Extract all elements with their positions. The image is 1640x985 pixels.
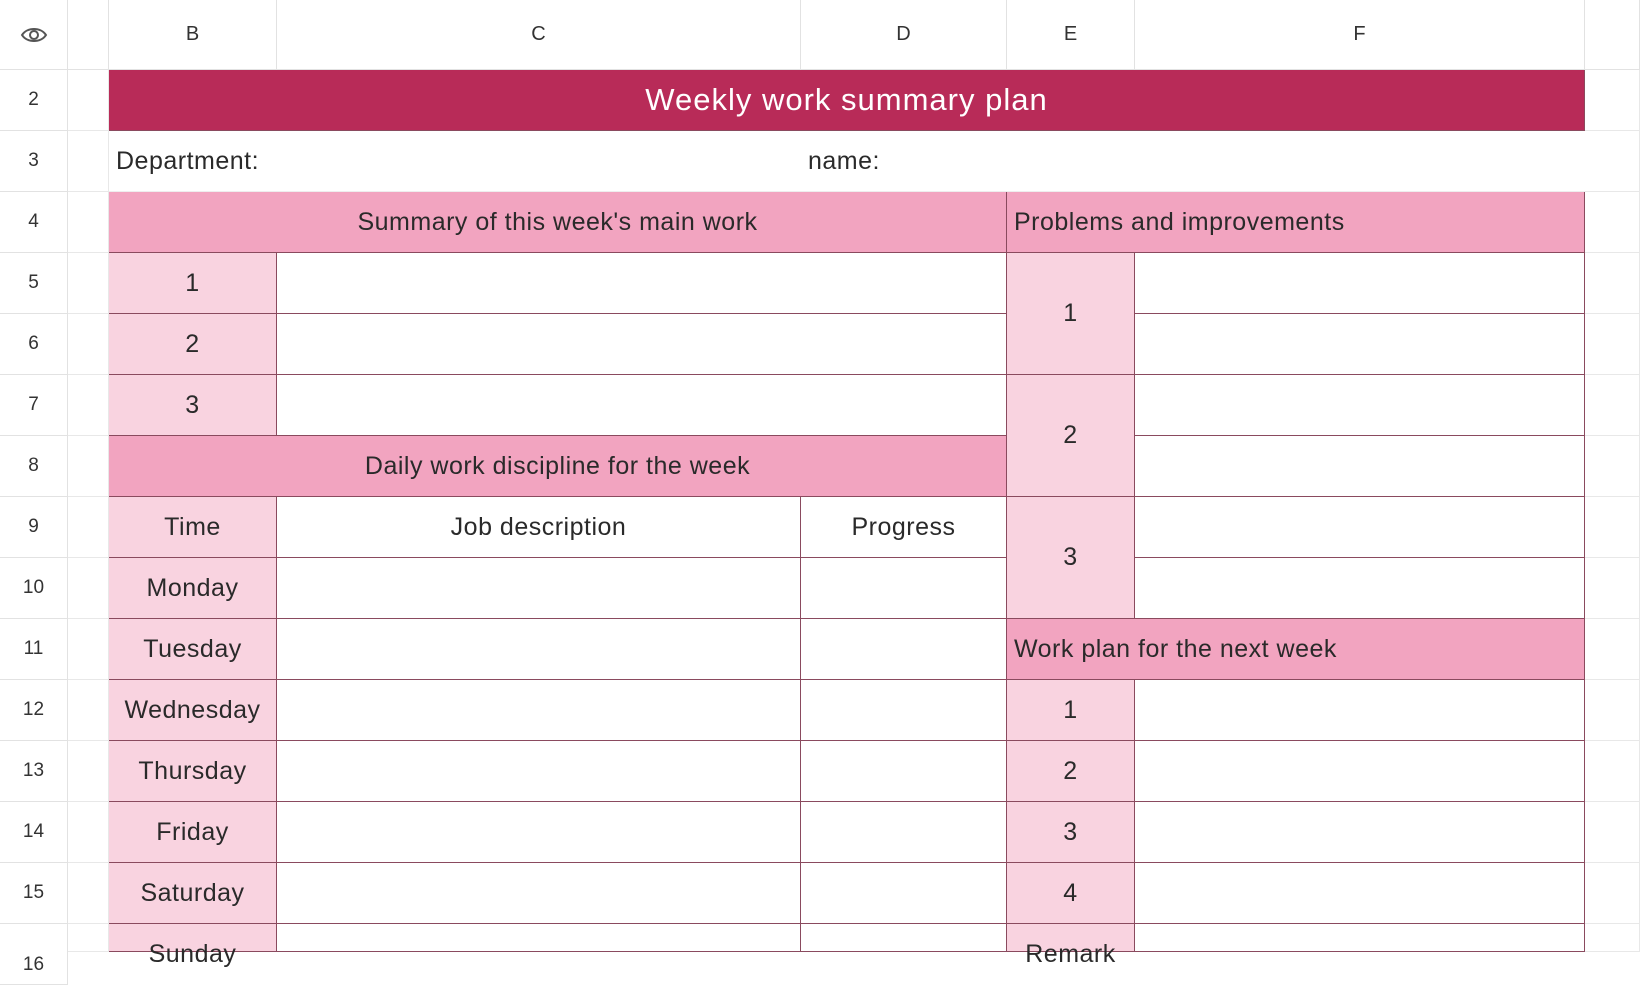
column-header-g[interactable]: [1585, 0, 1640, 70]
problem-item-content[interactable]: [1135, 253, 1585, 314]
row-header-8[interactable]: 8: [0, 436, 68, 497]
name-label[interactable]: name:: [801, 131, 1585, 192]
next-week-item-content[interactable]: [1135, 802, 1585, 863]
row-header-6[interactable]: 6: [0, 314, 68, 375]
progress-cell[interactable]: [801, 619, 1007, 680]
column-header-f[interactable]: F: [1135, 0, 1585, 70]
next-week-item-number[interactable]: 1: [1007, 680, 1135, 741]
row-header-13[interactable]: 13: [0, 741, 68, 802]
remark-content[interactable]: [1135, 924, 1585, 952]
next-week-item-content[interactable]: [1135, 680, 1585, 741]
remark-label[interactable]: Remark: [1007, 924, 1135, 952]
problem-item-content[interactable]: [1135, 497, 1585, 558]
day-label-thursday[interactable]: Thursday: [109, 741, 277, 802]
column-g-empty-cells[interactable]: [1585, 70, 1640, 952]
problems-header[interactable]: Problems and improvements: [1007, 192, 1585, 253]
day-label-wednesday[interactable]: Wednesday: [109, 680, 277, 741]
progress-cell[interactable]: [801, 558, 1007, 619]
row-header-14[interactable]: 14: [0, 802, 68, 863]
row-header-11[interactable]: 11: [0, 619, 68, 680]
sheet-title[interactable]: Weekly work summary plan: [109, 70, 1585, 131]
eye-icon[interactable]: [20, 25, 48, 45]
next-week-header[interactable]: Work plan for the next week: [1007, 619, 1585, 680]
progress-cell[interactable]: [801, 863, 1007, 924]
summary-item-content[interactable]: [277, 253, 1007, 314]
row-header-3[interactable]: 3: [0, 131, 68, 192]
summary-item-content[interactable]: [277, 314, 1007, 375]
summary-header[interactable]: Summary of this week's main work: [109, 192, 1007, 253]
job-description-header[interactable]: Job description: [277, 497, 801, 558]
column-a-empty-cells[interactable]: [68, 70, 109, 952]
next-week-item-number[interactable]: 4: [1007, 863, 1135, 924]
row-header-5[interactable]: 5: [0, 253, 68, 314]
column-header-d[interactable]: D: [801, 0, 1007, 70]
job-description-cell[interactable]: [277, 619, 801, 680]
column-header-b[interactable]: B: [109, 0, 277, 70]
column-header-a[interactable]: [68, 0, 109, 70]
next-week-item-number[interactable]: 2: [1007, 741, 1135, 802]
next-week-item-content[interactable]: [1135, 863, 1585, 924]
job-description-cell[interactable]: [277, 741, 801, 802]
progress-cell[interactable]: [801, 802, 1007, 863]
daily-header[interactable]: Daily work discipline for the week: [109, 436, 1007, 497]
day-label-saturday[interactable]: Saturday: [109, 863, 277, 924]
problem-item-content[interactable]: [1135, 314, 1585, 375]
day-label-sunday[interactable]: Sunday: [109, 924, 277, 952]
job-description-cell[interactable]: [277, 924, 801, 952]
row-header-16[interactable]: 16: [0, 924, 68, 985]
select-all-corner[interactable]: [0, 0, 68, 70]
progress-cell[interactable]: [801, 924, 1007, 952]
row-header-9[interactable]: 9: [0, 497, 68, 558]
row-header-12[interactable]: 12: [0, 680, 68, 741]
progress-header[interactable]: Progress: [801, 497, 1007, 558]
row-header-7[interactable]: 7: [0, 375, 68, 436]
day-label-tuesday[interactable]: Tuesday: [109, 619, 277, 680]
column-header-c[interactable]: C: [277, 0, 801, 70]
row-header-15[interactable]: 15: [0, 863, 68, 924]
job-description-cell[interactable]: [277, 802, 801, 863]
row-header-10[interactable]: 10: [0, 558, 68, 619]
job-description-cell[interactable]: [277, 863, 801, 924]
next-week-item-number[interactable]: 3: [1007, 802, 1135, 863]
job-description-cell[interactable]: [277, 680, 801, 741]
day-label-friday[interactable]: Friday: [109, 802, 277, 863]
summary-item-content[interactable]: [277, 375, 1007, 436]
problem-item-number[interactable]: 1: [1007, 253, 1135, 375]
row-header-2[interactable]: 2: [0, 70, 68, 131]
job-description-cell[interactable]: [277, 558, 801, 619]
row-header-4[interactable]: 4: [0, 192, 68, 253]
department-label[interactable]: Department:: [109, 131, 801, 192]
problem-item-content[interactable]: [1135, 558, 1585, 619]
summary-item-number[interactable]: 2: [109, 314, 277, 375]
time-column-header[interactable]: Time: [109, 497, 277, 558]
summary-item-number[interactable]: 1: [109, 253, 277, 314]
progress-cell[interactable]: [801, 680, 1007, 741]
problem-item-number[interactable]: 2: [1007, 375, 1135, 497]
column-header-e[interactable]: E: [1007, 0, 1135, 70]
summary-item-number[interactable]: 3: [109, 375, 277, 436]
next-week-item-content[interactable]: [1135, 741, 1585, 802]
problem-item-number[interactable]: 3: [1007, 497, 1135, 619]
progress-cell[interactable]: [801, 741, 1007, 802]
day-label-monday[interactable]: Monday: [109, 558, 277, 619]
problem-item-content[interactable]: [1135, 436, 1585, 497]
problem-item-content[interactable]: [1135, 375, 1585, 436]
